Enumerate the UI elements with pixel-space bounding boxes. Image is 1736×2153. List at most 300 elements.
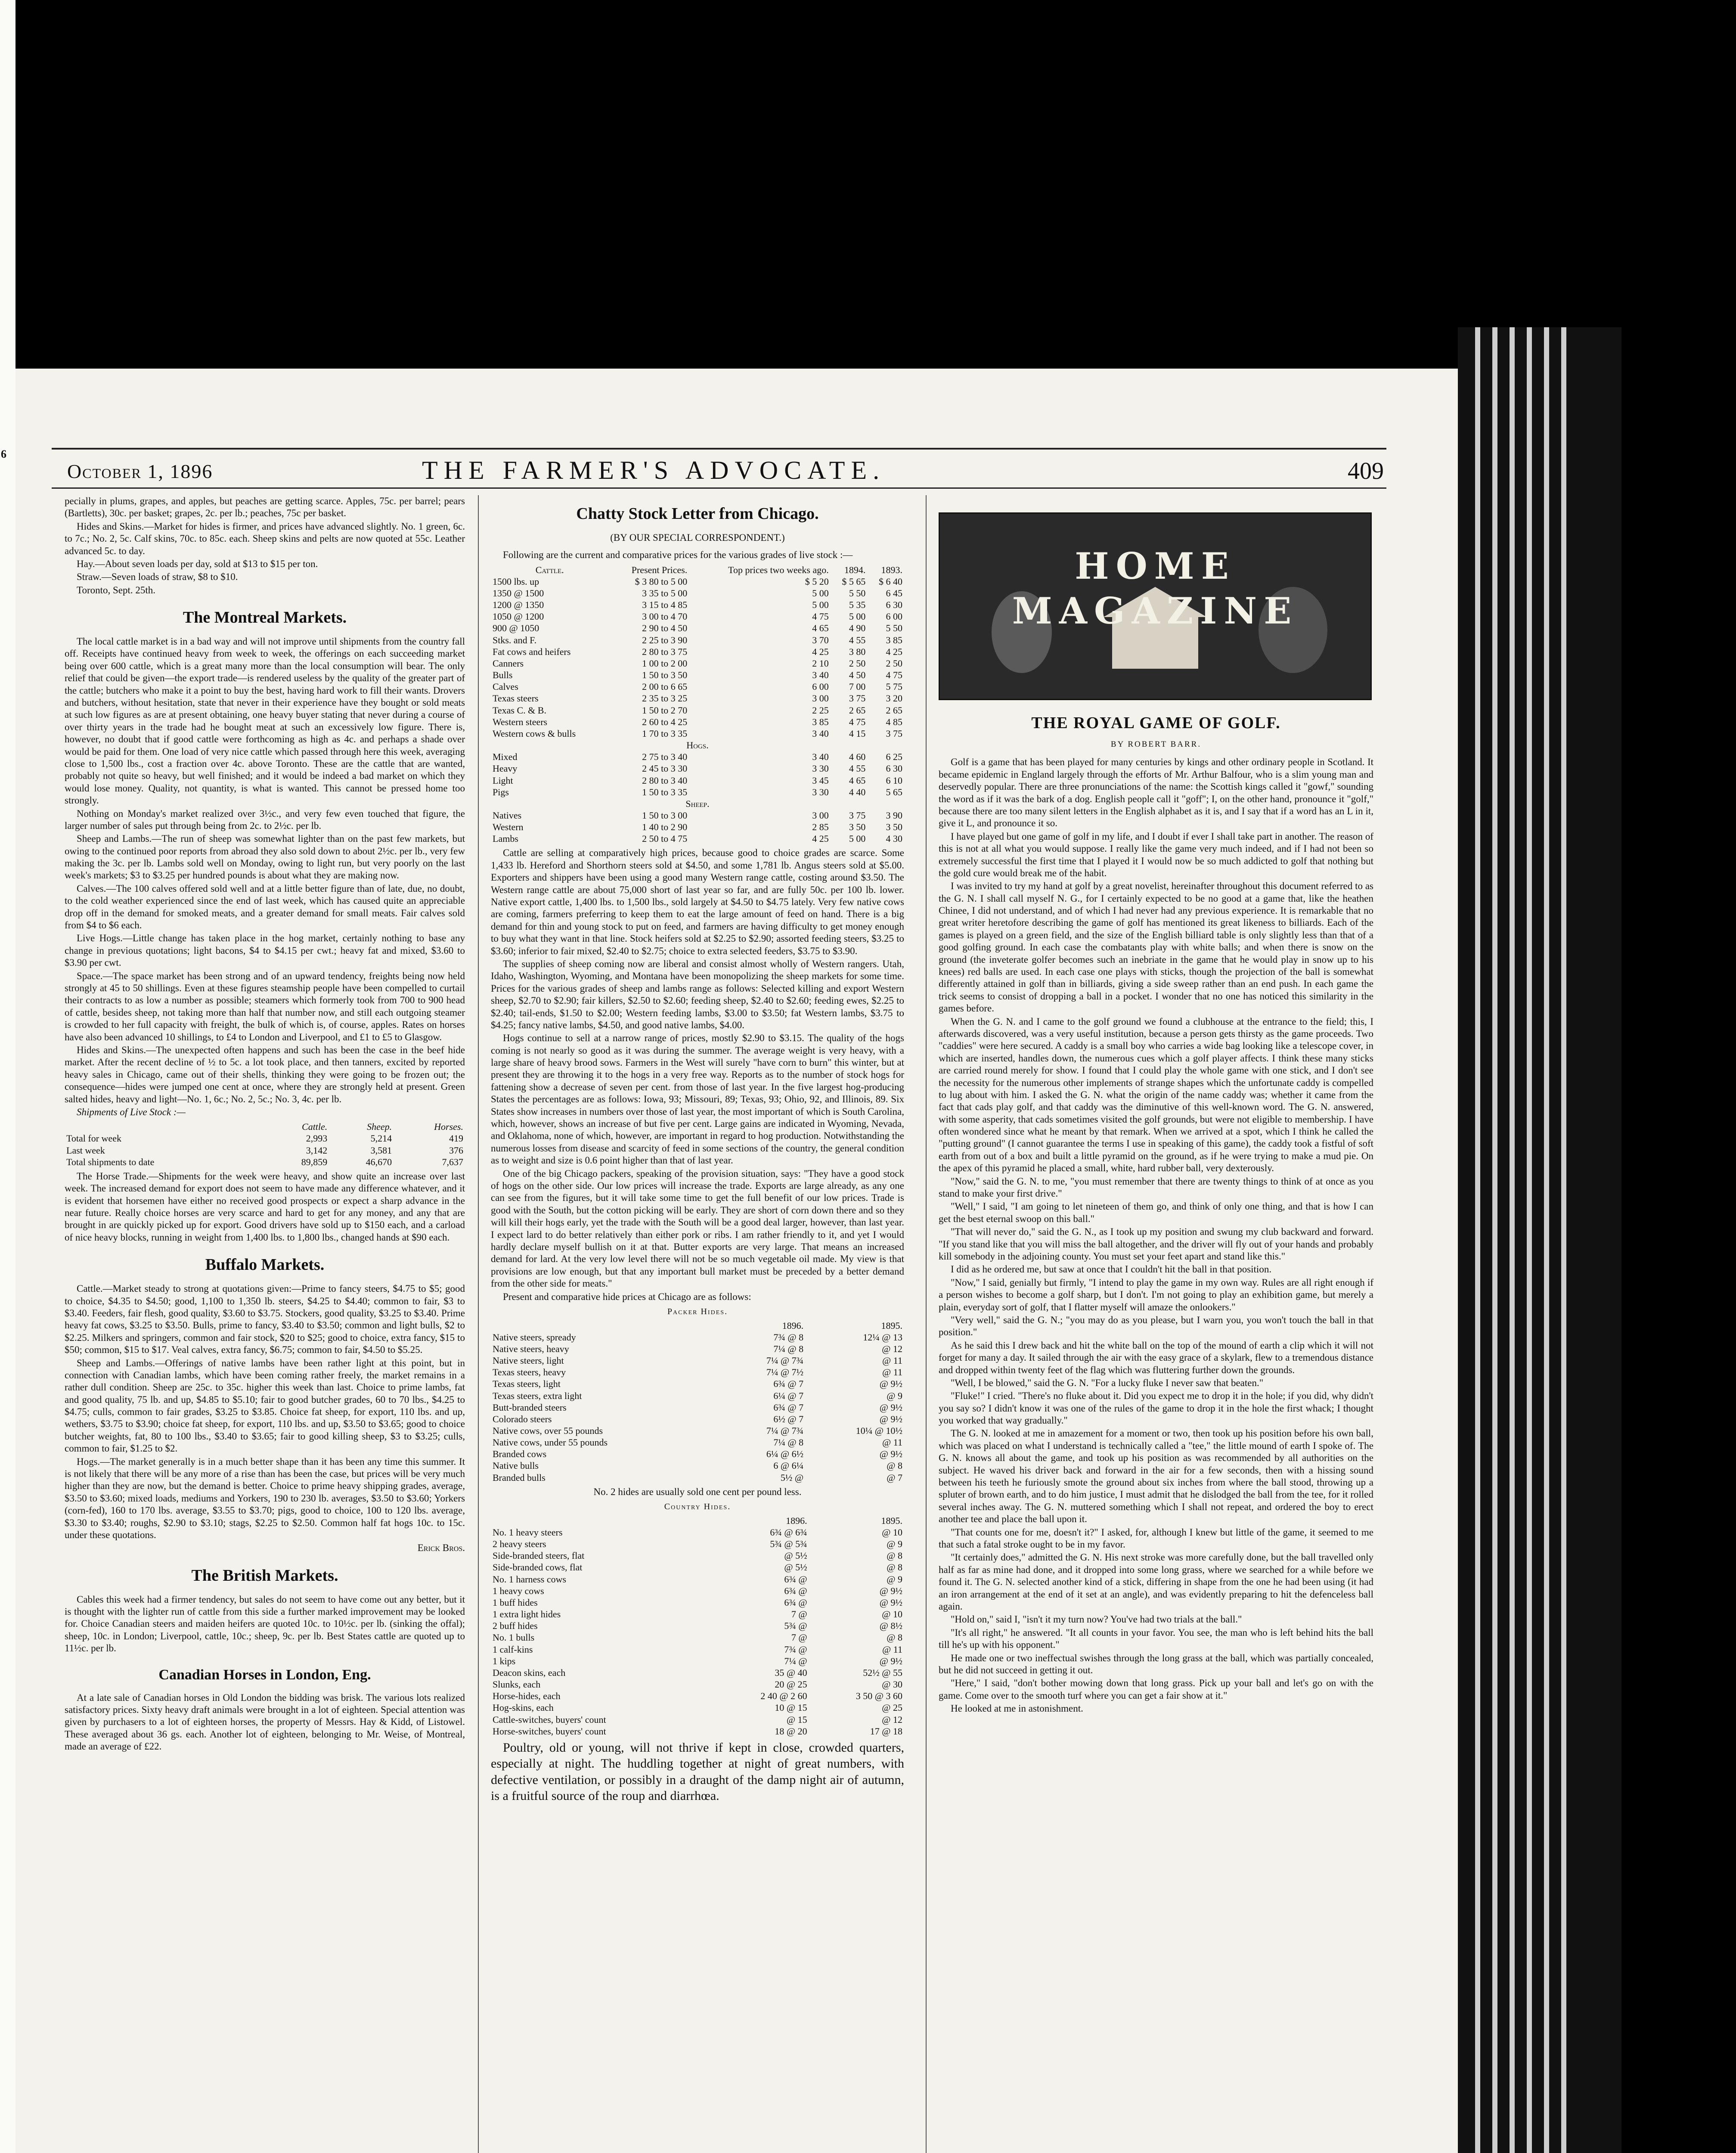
table-cell: 3 80 <box>849 646 866 657</box>
table-cell: 2 50 <box>849 658 866 669</box>
table-cell: @ 11 <box>882 1355 902 1366</box>
table-cell: 1200 @ 1350 <box>493 599 544 611</box>
table-cell: Texas steers <box>493 693 539 704</box>
table-cell: Native cows, under 55 pounds <box>493 1437 608 1448</box>
paragraph: Hides and Skins.—Market for hides is firmer, and prices have advanced slightly. No. 1 green, 6c. to 7c.; No. 2, 5c. Calf skins, 70c. to 85c. each. Sheep skins and pelts are now quoted at 55c. Leather advanced 5c. to day. <box>65 521 465 556</box>
table-row <box>491 728 904 739</box>
table-cell: @ 8 <box>887 1632 902 1643</box>
article-title: THE ROYAL GAME OF GOLF. <box>1031 714 1281 732</box>
sheep-rows <box>491 810 904 844</box>
table-header: 1896. <box>786 1515 807 1526</box>
table-row <box>491 1725 904 1737</box>
table-cell: 3 75 <box>886 728 902 739</box>
table-cell: @ 11 <box>882 1437 902 1448</box>
table-cell: 7¾ @ 8 <box>773 1331 804 1343</box>
table-cell: Side-branded cows, flat <box>493 1562 583 1573</box>
table-cell: 5¾ @ 5¾ <box>770 1539 807 1550</box>
table-row <box>491 810 904 821</box>
table-cell: 3 40 <box>812 728 829 739</box>
table-cell: @ 11 <box>882 1367 902 1378</box>
table-cell: Western cows & bulls <box>493 728 576 739</box>
table-cell: @ 9 <box>887 1539 902 1550</box>
table-cell: Light <box>493 775 513 786</box>
table-cell: 3 50 <box>849 822 866 833</box>
table-cell: No. 1 heavy steers <box>493 1527 563 1538</box>
table-cell: 17 @ 18 <box>870 1725 902 1737</box>
table-cell: Colorado steers <box>493 1413 552 1424</box>
table-cell: 5 65 <box>886 786 902 797</box>
table-cell: $ 5 20 <box>805 576 829 587</box>
table-cell: 376 <box>449 1145 463 1156</box>
table-cell: @ 9½ <box>879 1585 902 1596</box>
table-cell: @ 7 <box>887 1472 902 1483</box>
table-cell: Cattle-switches, buyers' count <box>493 1714 606 1725</box>
table-cell: 3,581 <box>370 1145 392 1156</box>
table-cell: 6¾ @ 6¾ <box>770 1527 807 1538</box>
table-cell: 1 kips <box>493 1655 516 1666</box>
cattle-rows <box>491 576 904 739</box>
table-cell: @ 8 <box>887 1550 902 1561</box>
table-cell: 4 55 <box>849 634 866 645</box>
table-cell: 7 @ <box>791 1609 807 1620</box>
table-cell: 4 30 <box>886 833 902 844</box>
table-row <box>491 1597 904 1608</box>
table-row <box>491 704 904 716</box>
table-cell: $ 6 40 <box>879 576 902 587</box>
paragraph: One of the big Chicago packers, speaking of the provision situation, says: "They have a good stock of hogs on the other side. Our low prices will increase the trade. Exports are large already, as any one can see from the figures, but it will take some time to get the full benefit of our low prices. Trade is good with the South, but the cotton picking will be early. They are short of corn down there and so they will kill their hogs early, yet the trade with the South will be a good deal larger, however, than last year. I expect lard to do better relatively than either pork or ribs. I am rather friendly to it, and yet I would hardly declare myself bullish on it at that. Butter exports are very large. That means an increased demand for lard. At the very low level there will not be so much vegetable oil made. My view is that provisions are low enough, but that any important bull market must be preceded by a better demand from the other side for meats." <box>491 1168 904 1289</box>
byline: BY ROBERT BARR. <box>1110 739 1202 749</box>
table-cell: Slunks, each <box>493 1679 541 1690</box>
table-cell: 46,670 <box>366 1156 392 1167</box>
paragraph: Following are the current and comparative prices for the various grades of live stock :— <box>503 549 853 561</box>
book-binding-edge <box>1458 327 1621 2153</box>
table-row <box>491 1472 904 1483</box>
table-cell: 6 30 <box>886 763 902 774</box>
table-header: Sheep. <box>367 1121 392 1132</box>
table-caption: Packer Hides. <box>667 1306 728 1316</box>
paragraph: Straw.—Seven loads of straw, $8 to $10. <box>77 571 238 583</box>
table-cell: 6¼ @ 7 <box>773 1390 804 1401</box>
table-cell: Calves <box>493 681 518 692</box>
table-cell: @ 9½ <box>879 1413 902 1424</box>
table-row <box>491 1690 904 1702</box>
table-cell: 10 @ 15 <box>775 1702 807 1713</box>
table-cell: 2 50 <box>886 658 902 669</box>
table-cell: @ 12 <box>882 1714 902 1725</box>
paragraph: I have played but one game of golf in my life, and I doubt if ever I shall take part in another. The reason of this is not at all what you would suppose. I really like the game very much indeed, and if I had not been so extremely successful the first time that I played it I would now be so much addicted to golf that nothing but the gold cure would break me of the habit. <box>939 831 1373 878</box>
table-cell: 1 00 to 2 00 <box>642 658 688 669</box>
table-header: 1894. <box>844 564 866 575</box>
table-row <box>491 786 904 798</box>
section-heading-british: The British Markets. <box>191 1566 338 1585</box>
table-row <box>491 1448 904 1460</box>
table-cell: Fat cows and heifers <box>493 646 571 657</box>
table-row <box>491 681 904 692</box>
table-cell: No. 1 harness cows <box>493 1573 567 1585</box>
table-cell: No. 1 bulls <box>493 1632 535 1643</box>
table-cell: 1050 @ 1200 <box>493 611 544 622</box>
table-cell: @ 5½ <box>784 1550 807 1561</box>
table-cell: 2 00 to 6 65 <box>642 681 688 692</box>
table-cell: 2 80 to 3 40 <box>642 775 688 786</box>
paragraph: When the G. N. and I came to the golf ground we found a clubhouse at the entrance to the field; this, I afterwards discovered, was a very useful institution, because a person gets thirsty as the game proceeds. Two "caddies" were here secured. A caddy is a small boy who carries a wide bag looking like a telescope cover, in which are inserted, handles down, the numerous cues which a golf player affects. I think these many sticks are carried round merely for show. I found that I could play the whole game with one stick, and I don't see the necessity for the numerous other implements of strange shapes which the unfortunate caddy is compelled to lug about with him. I asked the G. N. what the origin of the name caddy was; whether it came from the fact that cads play golf, and that caddy was the diminutive of this well-known word. The G. N. answered, with some asperity, that cads sometimes visited the golf grounds, but were not eligible to membership. I have often wondered since what he meant by that remark. When we arrived at a spot, which I think he called the "putting ground" (I cannot guarantee the terms I use in speaking of this game), the caddy took a fistful of soft earth from out of a box and built a little pyramid on the ground, as if he were trying to make a mud pie. On the apex of this pyramid he placed a small, white, hard rubber ball, very dexterously. <box>939 1016 1373 1174</box>
paragraph: "Hold on," said I, "isn't it my turn now? You've had two trials at the ball." <box>951 1614 1242 1625</box>
table-cell: 1500 lbs. up <box>493 576 539 587</box>
paragraph: Sheep and Lambs.—The run of sheep was somewhat lighter than on the past few markets, but owing to the continued poor reports from abroad they also sold down to about 2½c. per lb., very few making the 3c. per lb. Lambs sold well on Monday, owing to light run, but very poorly on the last week's markets; $3 to $3.25 per hundred pounds is about what they are making now. <box>65 833 465 881</box>
paragraph: The Horse Trade.—Shipments for the week were heavy, and show quite an increase over last week. The increased demand for export does not seem to have made any difference whatever, and it is evident that horsemen have either no received good prospects or expect a sharp advance in the near future. Really choice horses are very scarce and hard to get for any money, and any that are brought in are quickly picked up for export. Good drivers have sold up to $150 each, and a carload of nice heavy blocks, running in weight from 1,400 lbs. to 1,800 lbs., changed hands at $90 each. <box>65 1170 465 1243</box>
table-cell: 18 @ 20 <box>775 1725 807 1737</box>
table-cell: 3 75 <box>849 810 866 821</box>
table-cell: @ 8½ <box>879 1620 902 1632</box>
table-cell: 1 50 to 3 50 <box>642 670 688 681</box>
paragraph: Live Hogs.—Little change has taken place in the hog market, certainly nothing to base any change in previous quotations; light bacons, $4 to $4.15 per cwt.; heavy fat and mixed, $3.60 to $3.90 per cwt. <box>65 933 465 968</box>
table-cell: 7¼ @ 7½ <box>766 1367 804 1378</box>
table-row <box>491 599 904 611</box>
table-cell: 2 60 to 4 25 <box>642 716 688 727</box>
table-row <box>491 611 904 622</box>
table-cell: 4 65 <box>812 623 829 634</box>
table-cell: 20 @ 25 <box>775 1679 807 1690</box>
table-cell: Native bulls <box>493 1460 539 1471</box>
table-section-label: Sheep. <box>685 798 710 809</box>
table-cell: 2,993 <box>306 1133 328 1144</box>
table-cell: 4 75 <box>812 611 829 622</box>
table-cell: 3 50 <box>886 822 902 833</box>
table-cell: 6¼ @ 6½ <box>766 1449 804 1460</box>
table-cell: 4 75 <box>849 716 866 727</box>
table-header: Cattle. <box>535 564 564 575</box>
paragraph: "That will never do," said the G. N., as I took up my position and swung my club backward and forward. "If you stand like that you will miss the ball altogether, and the driver will fly out of your hands and probably kill somebody in the adjoining county. You must set your feet apart and stand like this." <box>939 1226 1373 1262</box>
table-cell: 2 heavy steers <box>493 1539 546 1550</box>
table-cell: 5,214 <box>370 1133 392 1144</box>
table-cell: $ 5 65 <box>842 576 866 587</box>
table-row <box>491 821 904 833</box>
page-number: 409 <box>1348 458 1384 484</box>
table-cell: 6¾ @ <box>784 1585 807 1596</box>
table-header: Present Prices. <box>631 564 688 575</box>
dateline: Toronto, Sept. 25th. <box>77 584 156 596</box>
banner-title: HOME MAGAZINE <box>1012 545 1299 632</box>
paragraph: "Very well," said the G. N.; "you may do as you please, but I warn you, you won't touch the ball in that position." <box>939 1314 1373 1338</box>
paragraph: I did as he ordered me, but saw at once that I couldn't hit the ball in that position. <box>951 1264 1272 1275</box>
table-cell: Texas steers, heavy <box>493 1367 566 1378</box>
table-cell: 2 40 @ 2 60 <box>760 1691 807 1702</box>
table-cell: @ 12 <box>882 1343 902 1354</box>
table-row <box>491 576 904 587</box>
header-date: October 1, 1896 <box>67 460 213 482</box>
table-row <box>491 692 904 704</box>
table-cell: 2 65 <box>849 704 866 716</box>
table-cell: 1 heavy cows <box>493 1585 544 1596</box>
table-cell: 1 50 to 3 35 <box>642 786 688 797</box>
hog-rows <box>491 751 904 798</box>
table-cell: $ 3 80 to 5 00 <box>635 576 688 587</box>
table-row <box>491 1561 904 1573</box>
table-row <box>491 1331 904 1343</box>
table-cell: 4 25 <box>812 646 829 657</box>
paragraph: Space.—The space market has been strong and of an upward tendency, freights being now held strongly at 45 to 50 shillings. Even at these figures steamship people have been compelled to curtail their contracts to as low a number as possible; steamers which formerly took from 700 to 900 head of cattle, besides sheep, not taking more than half that number now, and still each outgoing steamer is crowded to her full capacity with freight, the bulk of which is, of course, apples. Rates on horses have also been advanced 10 shillings, to £4 to London and Liverpool, and £1 to £5 to Glasgow. <box>65 970 465 1042</box>
table-cell: 3 90 <box>886 810 902 821</box>
table-cell: 3,142 <box>306 1145 328 1156</box>
table-cell: @ 15 <box>786 1714 807 1725</box>
table-row <box>491 1413 904 1425</box>
table-row <box>491 1436 904 1448</box>
table-cell: 5 00 <box>849 611 866 622</box>
table-row <box>491 1390 904 1402</box>
table-cell: @ 8 <box>887 1460 902 1471</box>
table-cell: Horse-switches, buyers' count <box>493 1725 606 1737</box>
table-cell: 7 00 <box>849 681 866 692</box>
table-cell: 1350 @ 1500 <box>493 588 544 599</box>
table-row <box>491 1702 904 1713</box>
table-cell: 3 15 to 4 85 <box>642 599 688 611</box>
article-body <box>939 756 1373 1715</box>
table-row <box>491 634 904 646</box>
table-cell: Horse-hides, each <box>493 1691 561 1702</box>
table-cell: 3 40 <box>812 670 829 681</box>
table-cell: Native steers, spready <box>493 1331 576 1343</box>
table-cell: @ 8 <box>887 1562 902 1573</box>
paragraph: "Well, I be blowed," said the G. N. "For a lucky fluke I never saw that beaten." <box>951 1377 1264 1388</box>
paragraph: The supplies of sheep coming now are liberal and consist almost wholly of Western rangers. Utah, Idaho, Washington, Wyoming, and Montana have been monopolizing the sheep markets for some time. Prices for the various grades of sheep and lambs range as follows: Selected killing and export Western sheep, $2.70 to $2.90; fair killers, $2.50 to $2.60; feeding sheep, $2.40 to $2.60; feeding ewes, $2.25 to $2.40; tail-ends, $1.50 to $2.00; Western feeding lambs, $3.00 to $3.50; fat Western lambs, $3.75 to $4.25; fancy native lambs, $4.50, and good native lambs, $4.00. <box>491 958 904 1030</box>
page-header <box>52 456 1386 486</box>
paragraph: "Well," I said, "I am going to let nineteen of them go, and think of only one thing, and that is how I can get the best eternal swoop on this ball." <box>939 1201 1373 1224</box>
table-row <box>65 1132 465 1144</box>
table-row <box>491 1667 904 1678</box>
paragraph: "Now," said the G. N. to me, "you must remember that there are twenty things to think of at once as you stand to make your first drive." <box>939 1176 1373 1199</box>
top-rule <box>52 448 1386 450</box>
table-cell: Canners <box>493 658 524 669</box>
table-cell: 5 50 <box>849 588 866 599</box>
table-row <box>491 1573 904 1585</box>
table-cell: Stks. and F. <box>493 634 537 645</box>
table-cell: Texas steers, extra light <box>493 1390 582 1401</box>
paragraph: Cattle are selling at comparatively high prices, because good to choice grades are scarce. Some 1,433 lb. Hereford and Shorthorn steers sold at $4.50, and some 1,781 lb. Angus steers sold at $5.00. Exporters and shippers have been using a good many Western range cattle, costing around $3.50. The Western range cattle are about 75,000 short of last year so far, and are fully 50c. per 100 lb. lower. Native export cattle, 1,400 lbs. to 1,500 lbs., sold largely at $4.50 to $4.75 lately. Very few native cows are coming, farmers preferring to keep them to eat the large amount of feed on hand. There is a big demand for thin and young stock to put on feed, and farmers are having difficulty to get money enough to buy what they want in that line. Stock heifers sold at $2.25 to $2.90; assorted feeding steers, $3.25 to $3.60; inferior to fair mixed, $2.40 to $2.75; choice to extra selected feeders, $3.75 to $3.90. <box>491 847 904 956</box>
table-cell: 1 extra light hides <box>493 1609 561 1620</box>
table-cell: 89,859 <box>301 1156 328 1167</box>
table-cell: Native steers, light <box>493 1355 564 1366</box>
table-cell: Butt-branded steers <box>493 1402 567 1413</box>
table-cell: 7¼ @ 8 <box>773 1437 804 1448</box>
table-row <box>491 587 904 599</box>
table-cell: 4 50 <box>849 670 866 681</box>
table-cell: 5 00 <box>812 588 829 599</box>
table-cell: 12¼ @ 13 <box>863 1331 902 1343</box>
packer-hides-table <box>491 1320 904 1483</box>
table-cell: 1 40 to 2 90 <box>642 822 688 833</box>
table-cell: Native cows, over 55 pounds <box>493 1425 603 1436</box>
table-row <box>491 1632 904 1643</box>
table-row <box>491 1538 904 1550</box>
table-cell: @ 9 <box>887 1390 902 1401</box>
table-cell: 5 50 <box>886 623 902 634</box>
paragraph: He looked at me in astonishment. <box>951 1703 1083 1714</box>
table-cell: Heavy <box>493 763 518 774</box>
signature: Erick Bros. <box>417 1542 465 1554</box>
table-header: 1893. <box>881 564 902 575</box>
table-cell: 2 buff hides <box>493 1620 538 1632</box>
table-cell: 4 85 <box>886 716 902 727</box>
table-row <box>491 1585 904 1597</box>
paragraph: "Now," I said, genially but firmly, "I intend to play the game in my own way. Rules are all right enough if a person wishes to become a golf sharp, but I don't. I'm not going to play an exhibition game, but merely a plain, everyday sort of golf, that I flatter myself will amaze the onlookers." <box>939 1277 1373 1312</box>
price-table <box>491 564 904 845</box>
table-cell: 3 30 <box>812 786 829 797</box>
table-cell: 5 00 <box>849 833 866 844</box>
table-cell: 5 00 <box>812 599 829 611</box>
home-magazine-banner <box>939 512 1372 700</box>
table-cell: 6¾ @ <box>784 1597 807 1608</box>
table-cell: 7,637 <box>442 1156 463 1167</box>
table-cell: 4 65 <box>849 775 866 786</box>
table-cell: 6¾ @ 7 <box>773 1378 804 1390</box>
table-cell: @ 9½ <box>879 1449 902 1460</box>
table-cell: Pigs <box>493 786 509 797</box>
table-row <box>491 1550 904 1561</box>
table-cell: 3 40 <box>812 751 829 763</box>
table-cell: Branded cows <box>493 1449 547 1460</box>
table-cell: 3 85 <box>812 716 829 727</box>
table-cell: 6 45 <box>886 588 902 599</box>
table-header: 1896. <box>782 1320 804 1331</box>
paragraph: Hogs continue to sell at a narrow range of prices, mostly $2.90 to $3.15. The quality of the hogs coming is not nearly so good as it was during the summer. The average weight is very heavy, with a large share of heavy brood sows. Farmers in the West will surely "have corn to burn" this winter, but at present they are throwing it to the hogs in a very free way. Reports as to the number of stock hogs for fattening show a decrease of seven per cent. from those of last year. In the five largest hog-producing States the percentages are as follows: Iowa, 93; Missouri, 89; Texas, 93; Ohio, 92, and Illinois, 89. Six States show increases in numbers over those of last year, the most important of which is South Carolina, which, however, shows an increase of but five per cent. Large gains are indicated in Wyoming, Nevada, and Oklahoma, none of which, however, are important in regard to hog production. Notwithstanding the numerous losses from disease and scarcity of feed in some sections of the country, the general condition as to weight and size is 0.6 point higher than that of last year. <box>491 1033 904 1166</box>
paragraph: Nothing on Monday's market realized over 3½c., and very few even touched that figure, the larger number of sales put through being from 2c. to 2½c. per lb. <box>65 808 465 831</box>
paragraph-poultry: Poultry, old or young, will not thrive if kept in close, crowded quarters, especially at night. The huddling together at night of great numbers, with defective ventilation, or possibly in a draught of the damp night air of autumn, is a fruitful source of the roup and diarrhœa. <box>491 1740 904 1803</box>
table-header: Horses. <box>434 1121 463 1132</box>
table-cell: 6 25 <box>886 751 902 763</box>
table-cell: 6 @ 6¼ <box>773 1460 804 1471</box>
column-divider <box>926 495 927 2153</box>
table-cell: 7¼ @ 7¾ <box>766 1425 804 1436</box>
table-cell: @ 5½ <box>784 1562 807 1573</box>
table-cell: 5½ @ <box>780 1472 804 1483</box>
table-cell: 2 50 to 4 75 <box>642 833 688 844</box>
table-cell: 4 90 <box>849 623 866 634</box>
table-cell: 2 65 <box>886 704 902 716</box>
table-cell: 7¼ @ 8 <box>773 1343 804 1354</box>
table-cell: 6¾ @ <box>784 1573 807 1585</box>
table-row <box>491 1678 904 1690</box>
paragraph: "It certainly does," admitted the G. N. His next stroke was more carefully done, but the ball travelled only half as far as mine had done, and it dropped into some long grass, where we searched for a while before we found it. The G. N. selected another kind of a stick, differing in shape from the one he had been using (it had an iron arrangement at the end of it set at an angle), and was evidently preparing to hit the defenceless ball again. <box>939 1552 1373 1612</box>
table-cell: 419 <box>449 1133 463 1144</box>
shipments-table <box>65 1121 465 1168</box>
section-heading-horses: Canadian Horses in London, Eng. <box>158 1666 371 1683</box>
table-cell: @ 25 <box>882 1702 902 1713</box>
table-cell: 900 @ 1050 <box>493 623 539 634</box>
previous-page-number: 6 <box>1 448 6 460</box>
adjacent-page-strip <box>0 0 16 2153</box>
table-cell: Texas steers, light <box>493 1378 561 1390</box>
table-row <box>491 669 904 681</box>
table-cell: 3 20 <box>886 693 902 704</box>
table-cell: 3 00 <box>812 693 829 704</box>
paragraph: Hogs.—The market generally is in a much better shape than it has been any time this summer. It is not likely that there will be any more of a rise than has been the case, but prices will be very much higher than they are now, but the demand is better. Choice to prime heavy shipping grades, average, $3.50 to $3.60; mixed loads, mediums and Yorkers, 190 to 230 lb. averages, $3.50 to $3.60; Yorkers (corn-fed), 160 to 170 lbs. average, $3.55 to $3.70; pigs, good to choice, 100 to 120 lbs. average, $3.30 to $3.40; roughs, $2.90 to $3.10; stags, $2.25 to $2.50. Common half fat hogs 10c. to 15c. under these quotations. <box>65 1456 465 1540</box>
table-cell: 5¾ @ <box>784 1620 807 1632</box>
table-cell: 4 25 <box>812 833 829 844</box>
table-cell: 7¼ @ <box>784 1655 807 1666</box>
paragraph: The local cattle market is in a bad way and will not improve until shipments from the country fall off. Receipts have continued heavy from week to week, the offerings on each succeeding market being over 600 cattle, which is a great many more than the local consumption will bear. The only relief that could be given—the export trade—is rendered useless by the quality of the greater part of the cattle; butchers who make it a point to buy the best, having hard work to fill their wants. Drovers and butchers, without hesitation, state that never in their experience have they bought or sold meats at such low figures as are at present obtaining, one heavy buyer stating that never during a course of over thirty years in the trade had he bought meat at such an excessively low figure. There is, however, no doubt that if good cattle were forthcoming as high as 4c. and perhaps a shade over would be paid for them. One load of very nice cattle which passed through here this week, averaging close to 1,500 lbs., cost a fraction over 4c. above Toronto. These are the cattle that are wanted, probably not quite so heavy, but well finished; and it would be indeed a bad market on which they would lose money. Quality, not quantity, is what is wanted. This cannot be pressed home too strongly. <box>65 636 465 806</box>
paragraph: pecially in plums, grapes, and apples, but peaches are getting scarce. Apples, 75c. per barrel; pears (Bartletts), 30c. per basket; grapes, 2c. per lb.; peaches, 75c per basket. <box>65 496 465 519</box>
table-cell: Side-branded steers, flat <box>493 1550 585 1561</box>
table-cell: Natives <box>493 810 522 821</box>
paragraph: Golf is a game that has been played for many centuries by kings and other ordinary people in Scotland. It became epidemic in England largely through the efforts of Mr. Arthur Balfour, who is a slim young man and deservedly popular. There are three pronunciations of the name: the Scottish kings called it "gowf," sounding the word as if it was the bark of a dog. English people call it "goff"; I, on the other hand, pronounce it "golf," because there are too many silent letters in the English alphabet as it is, and I say that if a word has an L in it, give it L, and pronounce it so. <box>939 757 1373 829</box>
table-cell: Last week <box>66 1145 105 1156</box>
paragraph: The G. N. looked at me in amazement for a moment or two, then took up his position before his own ball, which was placed on what I understand is technically called a "tee," the little mound of earth I spoke of. The G. N. knows all about the game, and took up his position as was recommended by all authorities on the subject. He waved his driver back and forward in the air for a few seconds, then with a hissing sound between his teeth he furiously smote the ground about six inches from where the ball stood, throwing up a spluter of brown earth, and to do him justice, I must admit that he dislodged the ball from the tee, for it rolled several inches away. The G. N. muttered something which I shall not repeat, and ordered the boy to erect another tee and place the ball upon it. <box>939 1428 1373 1525</box>
table-cell: Deacon skins, each <box>493 1667 566 1678</box>
table-caption: Country Hides. <box>664 1502 731 1512</box>
table-row <box>491 622 904 634</box>
table-cell: 5 75 <box>886 681 902 692</box>
table-cell: 6 00 <box>886 611 902 622</box>
table-row <box>491 1425 904 1436</box>
table-cell: @ 30 <box>882 1679 902 1690</box>
newspaper-page <box>52 448 1429 2153</box>
table-section-label: Hogs. <box>686 740 709 751</box>
table-header: 1895. <box>881 1515 902 1526</box>
table-cell: Lambs <box>493 833 518 844</box>
table-header: Cattle. <box>302 1121 328 1132</box>
table-cell: 3 75 <box>849 693 866 704</box>
table-cell: @ 10 <box>882 1527 902 1538</box>
table-cell: Total shipments to date <box>66 1156 155 1167</box>
table-cell: 1 70 to 3 35 <box>642 728 688 739</box>
table-cell: @ 9½ <box>879 1402 902 1413</box>
section-heading-montreal: The Montreal Markets. <box>183 608 347 627</box>
table-cell: 2 45 to 3 30 <box>642 763 688 774</box>
paragraph: "Fluke!" I cried. "There's no fluke about it. Did you expect me to drop it in the hole; if you did, why didn't you say so? I didn't know it was one of the rules of the game to drop it in the hole the first whack; I thought you worked that way gradually." <box>939 1390 1373 1426</box>
paragraph: Hides and Skins.—The unexpected often happens and such has been the case in the beef hide market. After the recent decline of ½ to 5c. a lot took place, and then tanners, excited by reported heavy sales in Chicago, came out of their shells, thinking they were going to be frozen out; the consequence—hides were jumped one cent at once, where they are strongly held at present. Green salted hides, heavy and light—No. 1, 6c.; No. 2, 5c.; No. 3, 4c. per lb. <box>65 1044 465 1104</box>
table-cell: 1 calf-kins <box>493 1644 533 1655</box>
table-row <box>491 1460 904 1471</box>
table-cell: 4 15 <box>849 728 866 739</box>
masthead-title: THE FARMER'S ADVOCATE. <box>422 456 886 484</box>
column-chicago <box>491 504 904 1805</box>
header-rule <box>52 487 1386 489</box>
table-row <box>491 1714 904 1725</box>
table-row <box>491 833 904 844</box>
table-cell: Branded bulls <box>493 1472 546 1483</box>
table-cell: @ 10 <box>882 1609 902 1620</box>
table-cell: 3 50 @ 3 60 <box>856 1691 902 1702</box>
table-cell: 6½ @ 7 <box>773 1413 804 1424</box>
table-row <box>65 1145 465 1156</box>
table-cell: 4 60 <box>849 751 866 763</box>
table-cell: 10¼ @ 10½ <box>856 1425 902 1436</box>
column-markets <box>65 495 465 1754</box>
table-cell: 2 35 to 3 25 <box>642 693 688 704</box>
table-cell: 2 85 <box>812 822 829 833</box>
paragraph: Calves.—The 100 calves offered sold well and at a little better figure than of late, due, no doubt, to the cold weather experienced since the end of last week, which has caused quite an appreciable drop off in the demand for smoked meats, and a greater demand for small meats. Fair calves sold from $4 to $6 each. <box>65 883 465 931</box>
table-cell: 3 45 <box>812 775 829 786</box>
table-cell: 3 70 <box>812 634 829 645</box>
paragraph: Present and comparative hide prices at Chicago are as follows: <box>503 1291 751 1302</box>
table-row <box>491 646 904 658</box>
paragraph: He made one or two ineffectual swishes through the long grass at the ball, which was partially concealed, but he did not succeed in getting it out. <box>939 1652 1373 1675</box>
table-row <box>491 1620 904 1632</box>
table-cell: 2 80 to 3 75 <box>642 646 688 657</box>
table-cell: Bulls <box>493 670 513 681</box>
table-cell: Texas C. & B. <box>493 704 546 716</box>
column-home-magazine <box>939 512 1373 1716</box>
paragraph: At a late sale of Canadian horses in Old London the bidding was brisk. The various lots realized satisfactory prices. Sixty heavy draft animals were brought in a lot of eighteen. Special attention was given by purchasers to a lot of eighteen horses, the property of Messrs. Hay & Kidd, of Listowel. These averaged about 36 gs. each. Another lot of eighteen, belonging to Mr. Weise, of Montreal, made an average of £22. <box>65 1692 465 1752</box>
table-cell: Total for week <box>66 1133 121 1144</box>
table-cell: 7¾ @ <box>784 1644 807 1655</box>
table-cell: 7¼ @ 7¾ <box>766 1355 804 1366</box>
table-note: No. 2 hides are usually sold one cent per pound less. <box>593 1486 802 1497</box>
table-cell: 6 30 <box>886 599 902 611</box>
paragraph: I was invited to try my hand at golf by a great novelist, hereinafter throughout this document referred to as the G. N. I shall call myself N. G., for I certainly expected to be no good at a game that, like the heathen Chinee, I did not understand, and of which I had never had any previous experience. It is remarkable that no great writer heretofore describing the game of golf has mentioned its great likeness to billiards. Each of the games is played on a green field, and the size of the English billiard table is only slightly less than that of a good golfing ground. In each case the combatants play with white balls; and when there is snow on the ground (the inveterate golfer becomes such an inebriate in the game that he would play in snow up to his knees) red balls are used. In each case one plays with sticks, though the projection of the ball is somewhat differently attained in golf than in billiards, giving a side sweep rather than an end push. In each game the trick seems to consist of dropping a ball in a pocket. I wonder that no one has noticed this similarity in the games before. <box>939 881 1373 1014</box>
table-row <box>491 1402 904 1413</box>
shipments-label: Shipments of Live Stock :— <box>77 1106 186 1117</box>
